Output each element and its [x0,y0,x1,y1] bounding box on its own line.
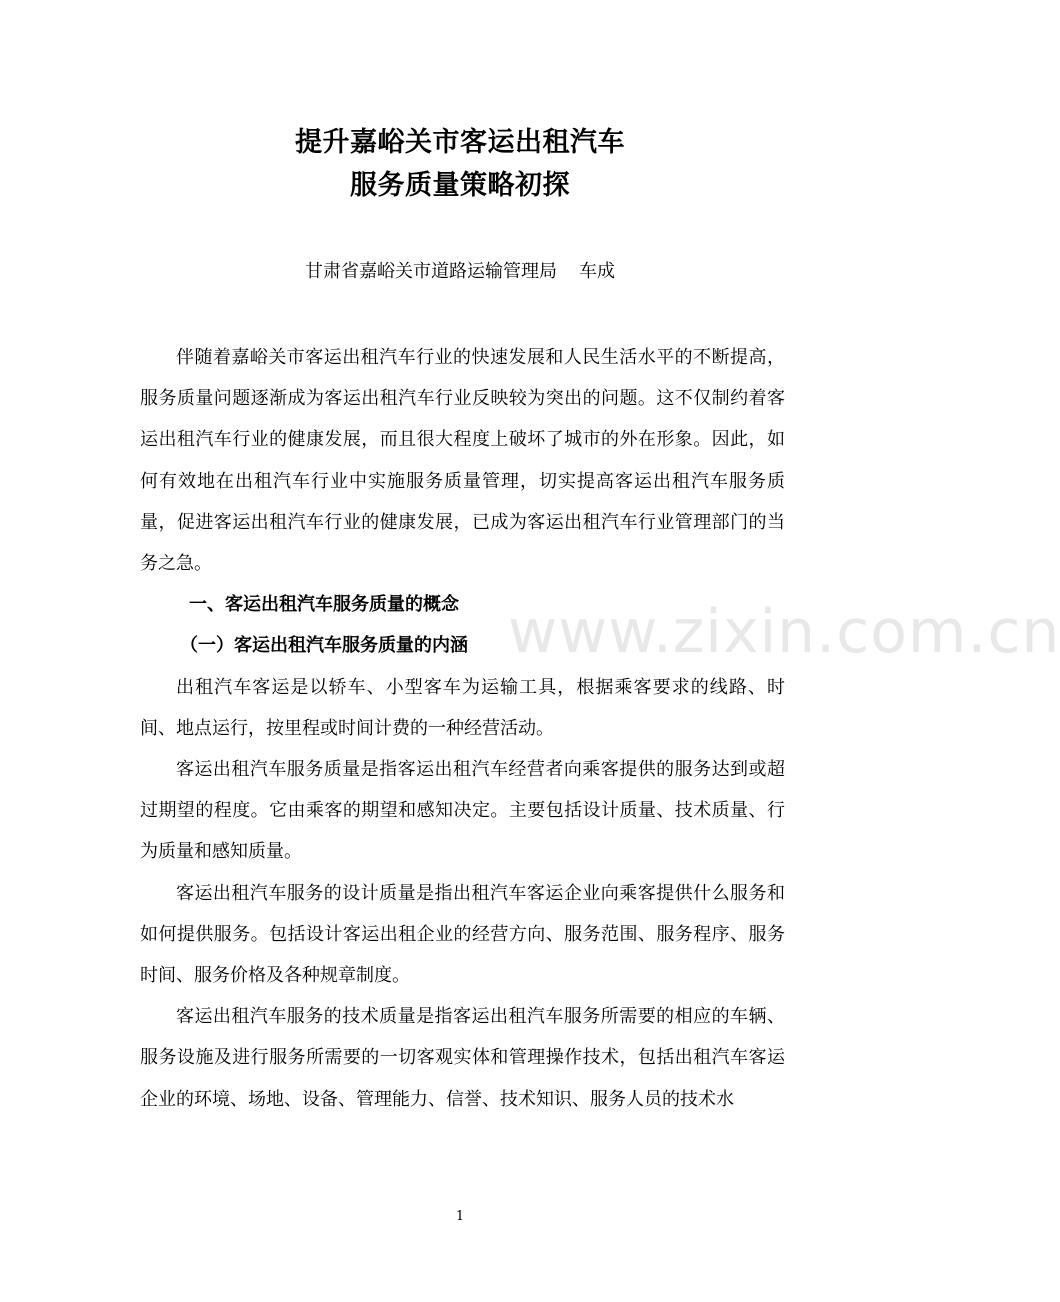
page-number: 1 [455,1209,465,1224]
document-title-line-2: 服务质量策略初探 [350,170,570,201]
paragraph-definition: 出租汽车客运是以轿车、小型客车为运输工具，根据乘客要求的线路、时间、地点运行，按里程或时间计费的一种经营活动。 [140,676,785,739]
paragraph-intro: 伴随着嘉峪关市客运出租汽车行业的快速发展和人民生活水平的不断提高，服务质量问题逐渐成为客运出租汽车行业反映较为突出的问题。这不仅制约着客运出租汽车行业的健康发展，而且很大程度上破坏了城市的外在形象。因此，如何有效地在出租汽车行业中实施服务质量管理，切实提高客运出租汽车服务质量，促进客运出租汽车行业的健康发展，已成为客运出租汽车行业管理部门的当务之急。 [140,347,785,575]
author-organization: 甘肃省嘉峪关市道路运输管理局 [305,261,557,282]
section-heading-1: 一、客运出租汽车服务质量的概念 [189,594,459,616]
paragraph-technical-quality: 客运出租汽车服务的技术质量是指客运出租汽车服务所需要的相应的车辆、服务设施及进行服务所需要的一切客观实体和管理操作技术，包括出租汽车客运企业的环境、场地、设备、管理能力、信誉、技术知识、服务人员的技术水 [140,1006,785,1110]
watermark: www.zixin.com.cn [508,597,1060,667]
subsection-heading-1: （一）客运出租汽车服务质量的内涵 [180,635,468,657]
body-text [140,337,785,1120]
author-line [0,257,920,283]
author-name: 车成 [579,261,615,282]
paragraph-design-quality: 客运出租汽车服务的设计质量是指出租汽车客运企业向乘客提供什么服务和如何提供服务。包括设计客运出租企业的经营方向、服务范围、服务程序、服务时间、服务价格及各种规章制度。 [140,882,785,987]
document-title-line-1: 提升嘉峪关市客运出租汽车 [295,127,625,158]
paragraph-service-quality: 客运出租汽车服务质量是指客运出租汽车经营者向乘客提供的服务达到或超过期望的程度。它由乘客的期望和感知决定。主要包括设计质量、技术质量、行为质量和感知质量。 [140,759,785,863]
